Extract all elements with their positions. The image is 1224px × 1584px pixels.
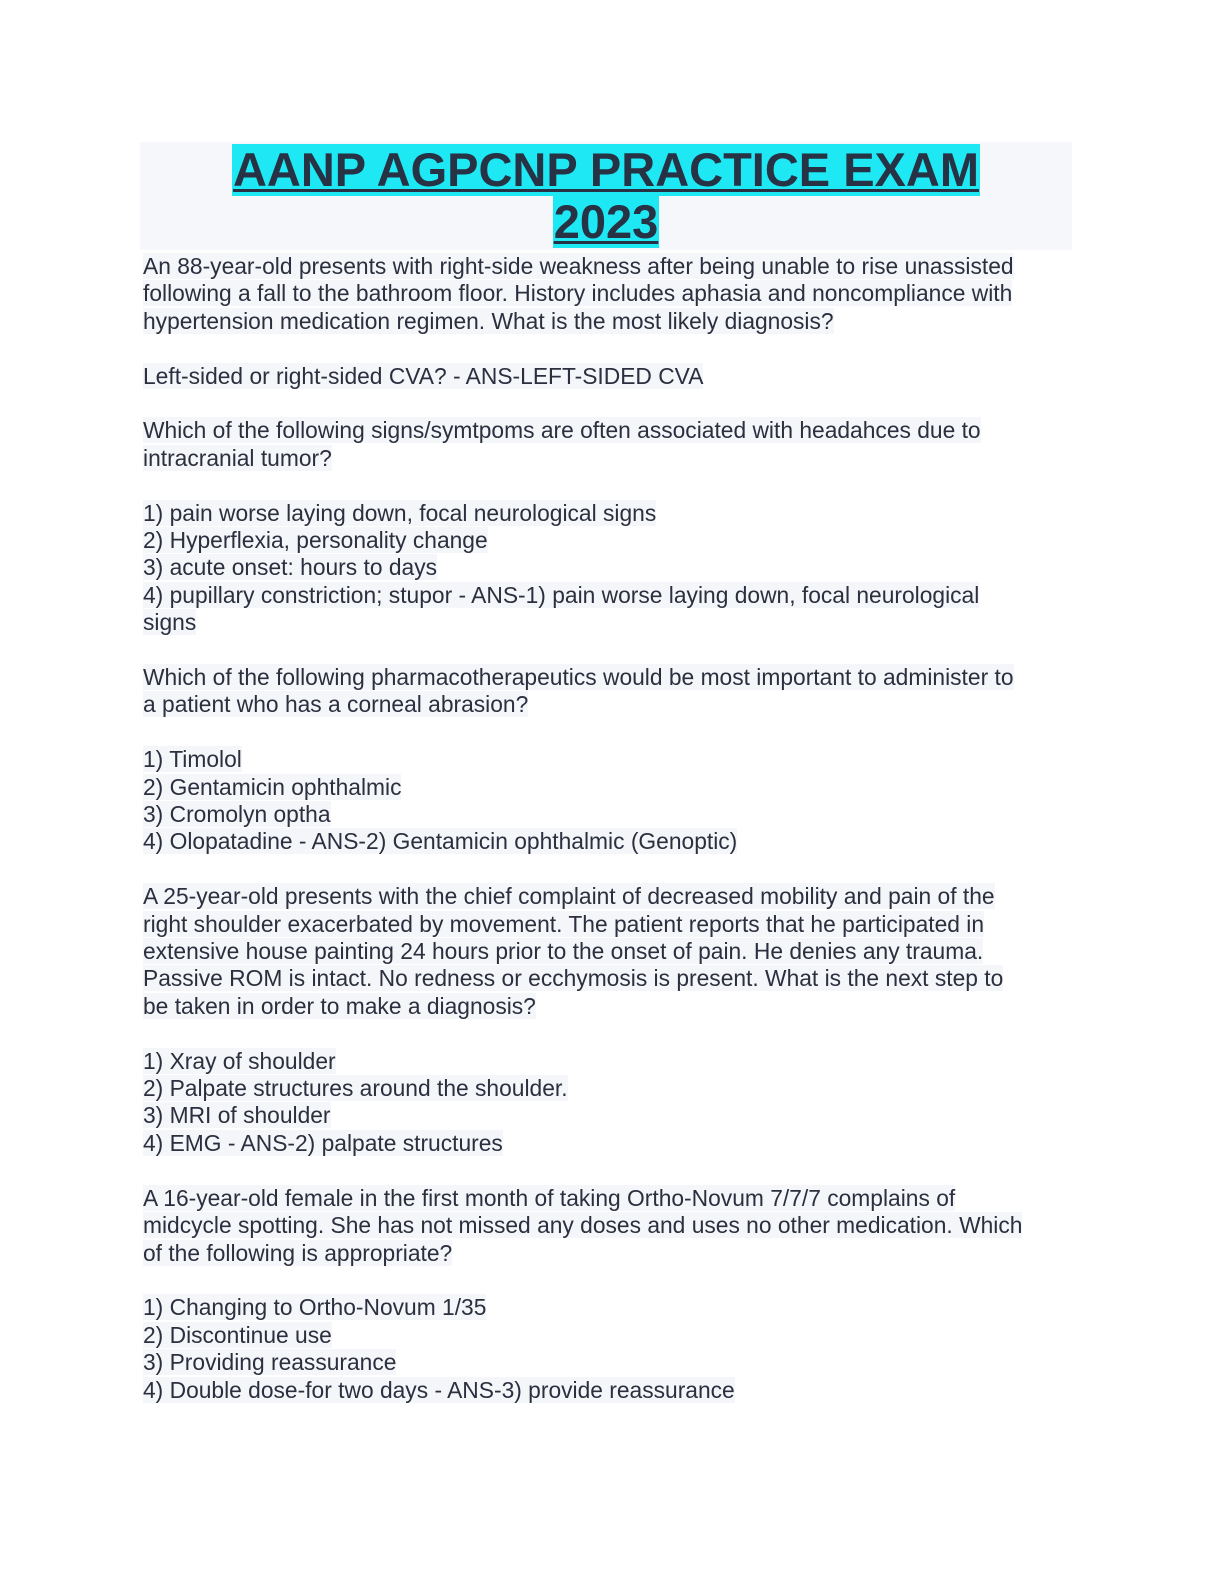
text-line-content: 2) Discontinue use xyxy=(143,1321,332,1348)
page-title-year: 2023 xyxy=(553,195,659,248)
text-line xyxy=(143,417,1073,444)
text-line-content: 3) Cromolyn optha xyxy=(143,801,331,828)
text-line xyxy=(143,1377,1073,1404)
text-line-content: of the following is appropriate? xyxy=(143,1239,453,1266)
text-line-content: 2) Palpate structures around the shoulder. xyxy=(143,1075,568,1102)
paragraph-gap xyxy=(143,335,1073,362)
text-line-content: 1) Xray of shoulder xyxy=(143,1047,336,1074)
text-line xyxy=(143,664,1073,691)
page-title: AANP AGPCNP PRACTICE EXAM xyxy=(232,143,979,196)
paragraph-gap xyxy=(143,637,1073,664)
paragraph xyxy=(143,417,1073,472)
text-line xyxy=(143,993,1073,1020)
paragraph xyxy=(143,1294,1073,1404)
text-line-content: be taken in order to make a diagnosis? xyxy=(143,992,536,1019)
text-line-content: 4) EMG - ANS-2) palpate structures xyxy=(143,1129,503,1156)
paragraph-gap xyxy=(143,1157,1073,1184)
text-line-content: 3) acute onset: hours to days xyxy=(143,554,437,581)
text-line xyxy=(143,1048,1073,1075)
paragraph-gap xyxy=(143,1267,1073,1294)
text-line xyxy=(143,1185,1073,1212)
text-line-content: Which of the following pharmacotherapeutics would be most important to administer to xyxy=(143,664,1014,691)
document-body xyxy=(143,253,1073,1404)
text-line-content: midcycle spotting. She has not missed any doses and uses no other medication. Which xyxy=(143,1212,1023,1239)
text-line xyxy=(143,1075,1073,1102)
paragraph-gap xyxy=(143,1020,1073,1047)
text-line xyxy=(143,774,1073,801)
paragraph xyxy=(143,1185,1073,1267)
text-line xyxy=(143,363,1073,390)
paragraph-gap xyxy=(143,472,1073,499)
paragraph xyxy=(143,253,1073,335)
text-line xyxy=(143,883,1073,910)
text-line xyxy=(143,1102,1073,1129)
text-line-content: 1) Changing to Ortho-Novum 1/35 xyxy=(143,1294,487,1321)
text-line xyxy=(143,691,1073,718)
title-block xyxy=(140,142,1072,250)
paragraph xyxy=(143,363,1073,390)
paragraph xyxy=(143,1048,1073,1158)
paragraph-gap xyxy=(143,856,1073,883)
text-line-content: hypertension medication regimen. What is the most likely diagnosis? xyxy=(143,307,834,334)
text-line xyxy=(143,828,1073,855)
text-line xyxy=(143,1240,1073,1267)
text-line xyxy=(143,938,1073,965)
text-line xyxy=(143,445,1073,472)
text-line xyxy=(143,500,1073,527)
text-line-content: signs xyxy=(143,609,197,636)
text-line-content: 4) Olopatadine - ANS-2) Gentamicin ophthalmic (Genoptic) xyxy=(143,828,738,855)
paragraph xyxy=(143,883,1073,1020)
text-line xyxy=(143,1349,1073,1376)
text-line-content: 4) Double dose-for two days - ANS-3) provide reassurance xyxy=(143,1376,735,1403)
text-line xyxy=(143,1130,1073,1157)
text-line xyxy=(143,746,1073,773)
text-line xyxy=(143,609,1073,636)
text-line xyxy=(143,801,1073,828)
text-line-content: An 88-year-old presents with right-side weakness after being unable to rise unassisted xyxy=(143,253,1014,279)
text-line-content: 2) Gentamicin ophthalmic xyxy=(143,773,402,800)
text-line xyxy=(143,1294,1073,1321)
text-line-content: Passive ROM is intact. No redness or ecchymosis is present. What is the next step to xyxy=(143,965,1004,992)
text-line-content: A 25-year-old presents with the chief complaint of decreased mobility and pain of the xyxy=(143,883,995,910)
text-line-content: Left-sided or right-sided CVA? - ANS-LEFT-SIDED CVA xyxy=(143,362,704,389)
paragraph-gap xyxy=(143,390,1073,417)
text-line xyxy=(143,965,1073,992)
text-line-content: following a fall to the bathroom floor. History includes aphasia and noncompliance with xyxy=(143,280,1013,307)
paragraph xyxy=(143,664,1073,719)
text-line xyxy=(143,1212,1073,1239)
text-line-content: 3) MRI of shoulder xyxy=(143,1102,331,1129)
text-line-content: 2) Hyperflexia, personality change xyxy=(143,527,488,554)
text-line xyxy=(143,308,1073,335)
text-line-content: extensive house painting 24 hours prior to the onset of pain. He denies any trauma. xyxy=(143,938,984,965)
text-line xyxy=(143,253,1073,280)
text-line-content: 3) Providing reassurance xyxy=(143,1349,397,1376)
text-line xyxy=(143,280,1073,307)
paragraph xyxy=(143,500,1073,637)
text-line xyxy=(143,527,1073,554)
text-line-content: 1) Timolol xyxy=(143,746,242,773)
paragraph xyxy=(143,746,1073,856)
text-line-content: Which of the following signs/symtpoms are often associated with headahces due to xyxy=(143,417,981,444)
text-line-content: 4) pupillary constriction; stupor - ANS-1) pain worse laying down, focal neurological xyxy=(143,581,980,608)
text-line xyxy=(143,582,1073,609)
text-line xyxy=(143,554,1073,581)
text-line-content: right shoulder exacerbated by movement. The patient reports that he participated in xyxy=(143,910,985,937)
text-line-content: A 16-year-old female in the first month of taking Ortho-Novum 7/7/7 complains of xyxy=(143,1184,956,1211)
paragraph-gap xyxy=(143,719,1073,746)
text-line-content: a patient who has a corneal abrasion? xyxy=(143,691,529,718)
text-line-content: 1) pain worse laying down, focal neurological signs xyxy=(143,499,657,526)
text-line-content: intracranial tumor? xyxy=(143,444,332,471)
text-line xyxy=(143,1322,1073,1349)
text-line xyxy=(143,911,1073,938)
